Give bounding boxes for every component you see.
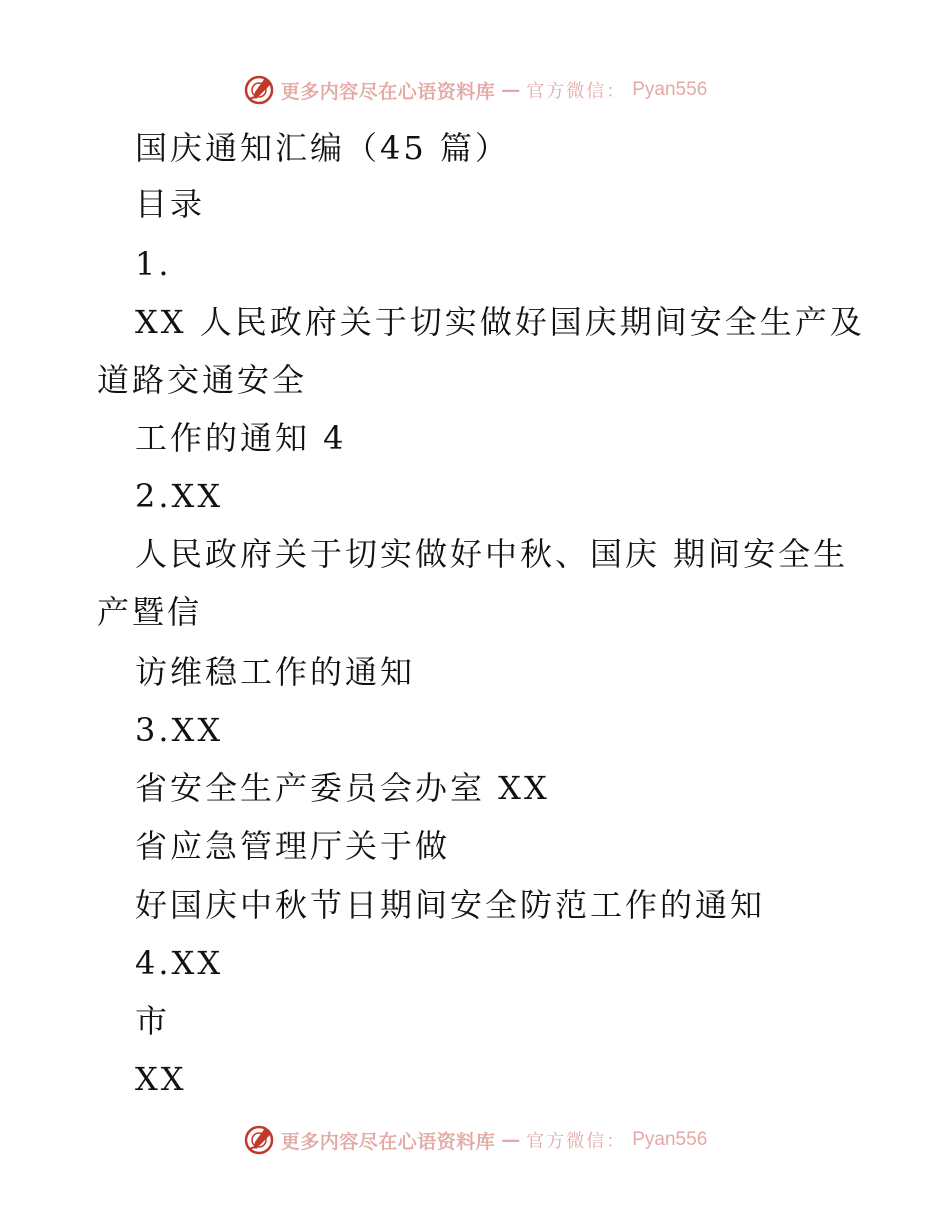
watermark-dash: — — [501, 79, 521, 101]
watermark-group — [243, 1124, 708, 1156]
footer-watermark-banner — [0, 1120, 950, 1160]
watermark-dash: — — [501, 1129, 521, 1151]
watermark-wechat-label: 官方微信： — [526, 81, 627, 102]
watermark-text: 更多内容尽在心语资料库 — [280, 80, 496, 103]
pen-seal-logo-icon — [243, 74, 275, 106]
watermark-wechat-label: 官方微信： — [526, 1131, 627, 1152]
document-title: 国庆通知汇编（45 篇） — [135, 129, 510, 167]
toc-item-text: 工作的通知 4 — [135, 419, 347, 457]
watermark-wechat-id: Pyan556 — [632, 79, 708, 100]
toc-item-number: 1. — [135, 245, 172, 283]
toc-item-text: XX 人民政府关于切实做好国庆期间安全生产及 — [135, 303, 865, 341]
toc-item-text: 道路交通安全 — [97, 361, 308, 399]
toc-item-text: 省安全生产委员会办室 XX — [135, 769, 550, 807]
header-watermark-banner — [0, 70, 950, 110]
toc-item-number: 4.XX — [135, 944, 224, 982]
toc-item-text: 省应急管理厅关于做 — [135, 827, 451, 865]
watermark-text: 更多内容尽在心语资料库 — [280, 1130, 496, 1153]
toc-item-number: 3.XX — [135, 711, 224, 749]
toc-item-text: 好国庆中秋节日期间安全防范工作的通知 — [135, 886, 766, 924]
watermark-group — [243, 74, 708, 106]
toc-item-text: XX — [135, 1060, 187, 1098]
toc-heading: 目录 — [135, 185, 206, 223]
toc-item-text: 访维稳工作的通知 — [135, 653, 416, 691]
toc-item-text: 产暨信 — [97, 593, 203, 631]
toc-item-text: 市 — [135, 1002, 171, 1040]
pen-seal-logo-icon — [243, 1124, 275, 1156]
toc-item-text: 人民政府关于切实做好中秋、国庆 期间安全生 — [135, 535, 849, 573]
toc-item-number: 2.XX — [135, 477, 224, 515]
watermark-wechat-id: Pyan556 — [632, 1129, 708, 1150]
